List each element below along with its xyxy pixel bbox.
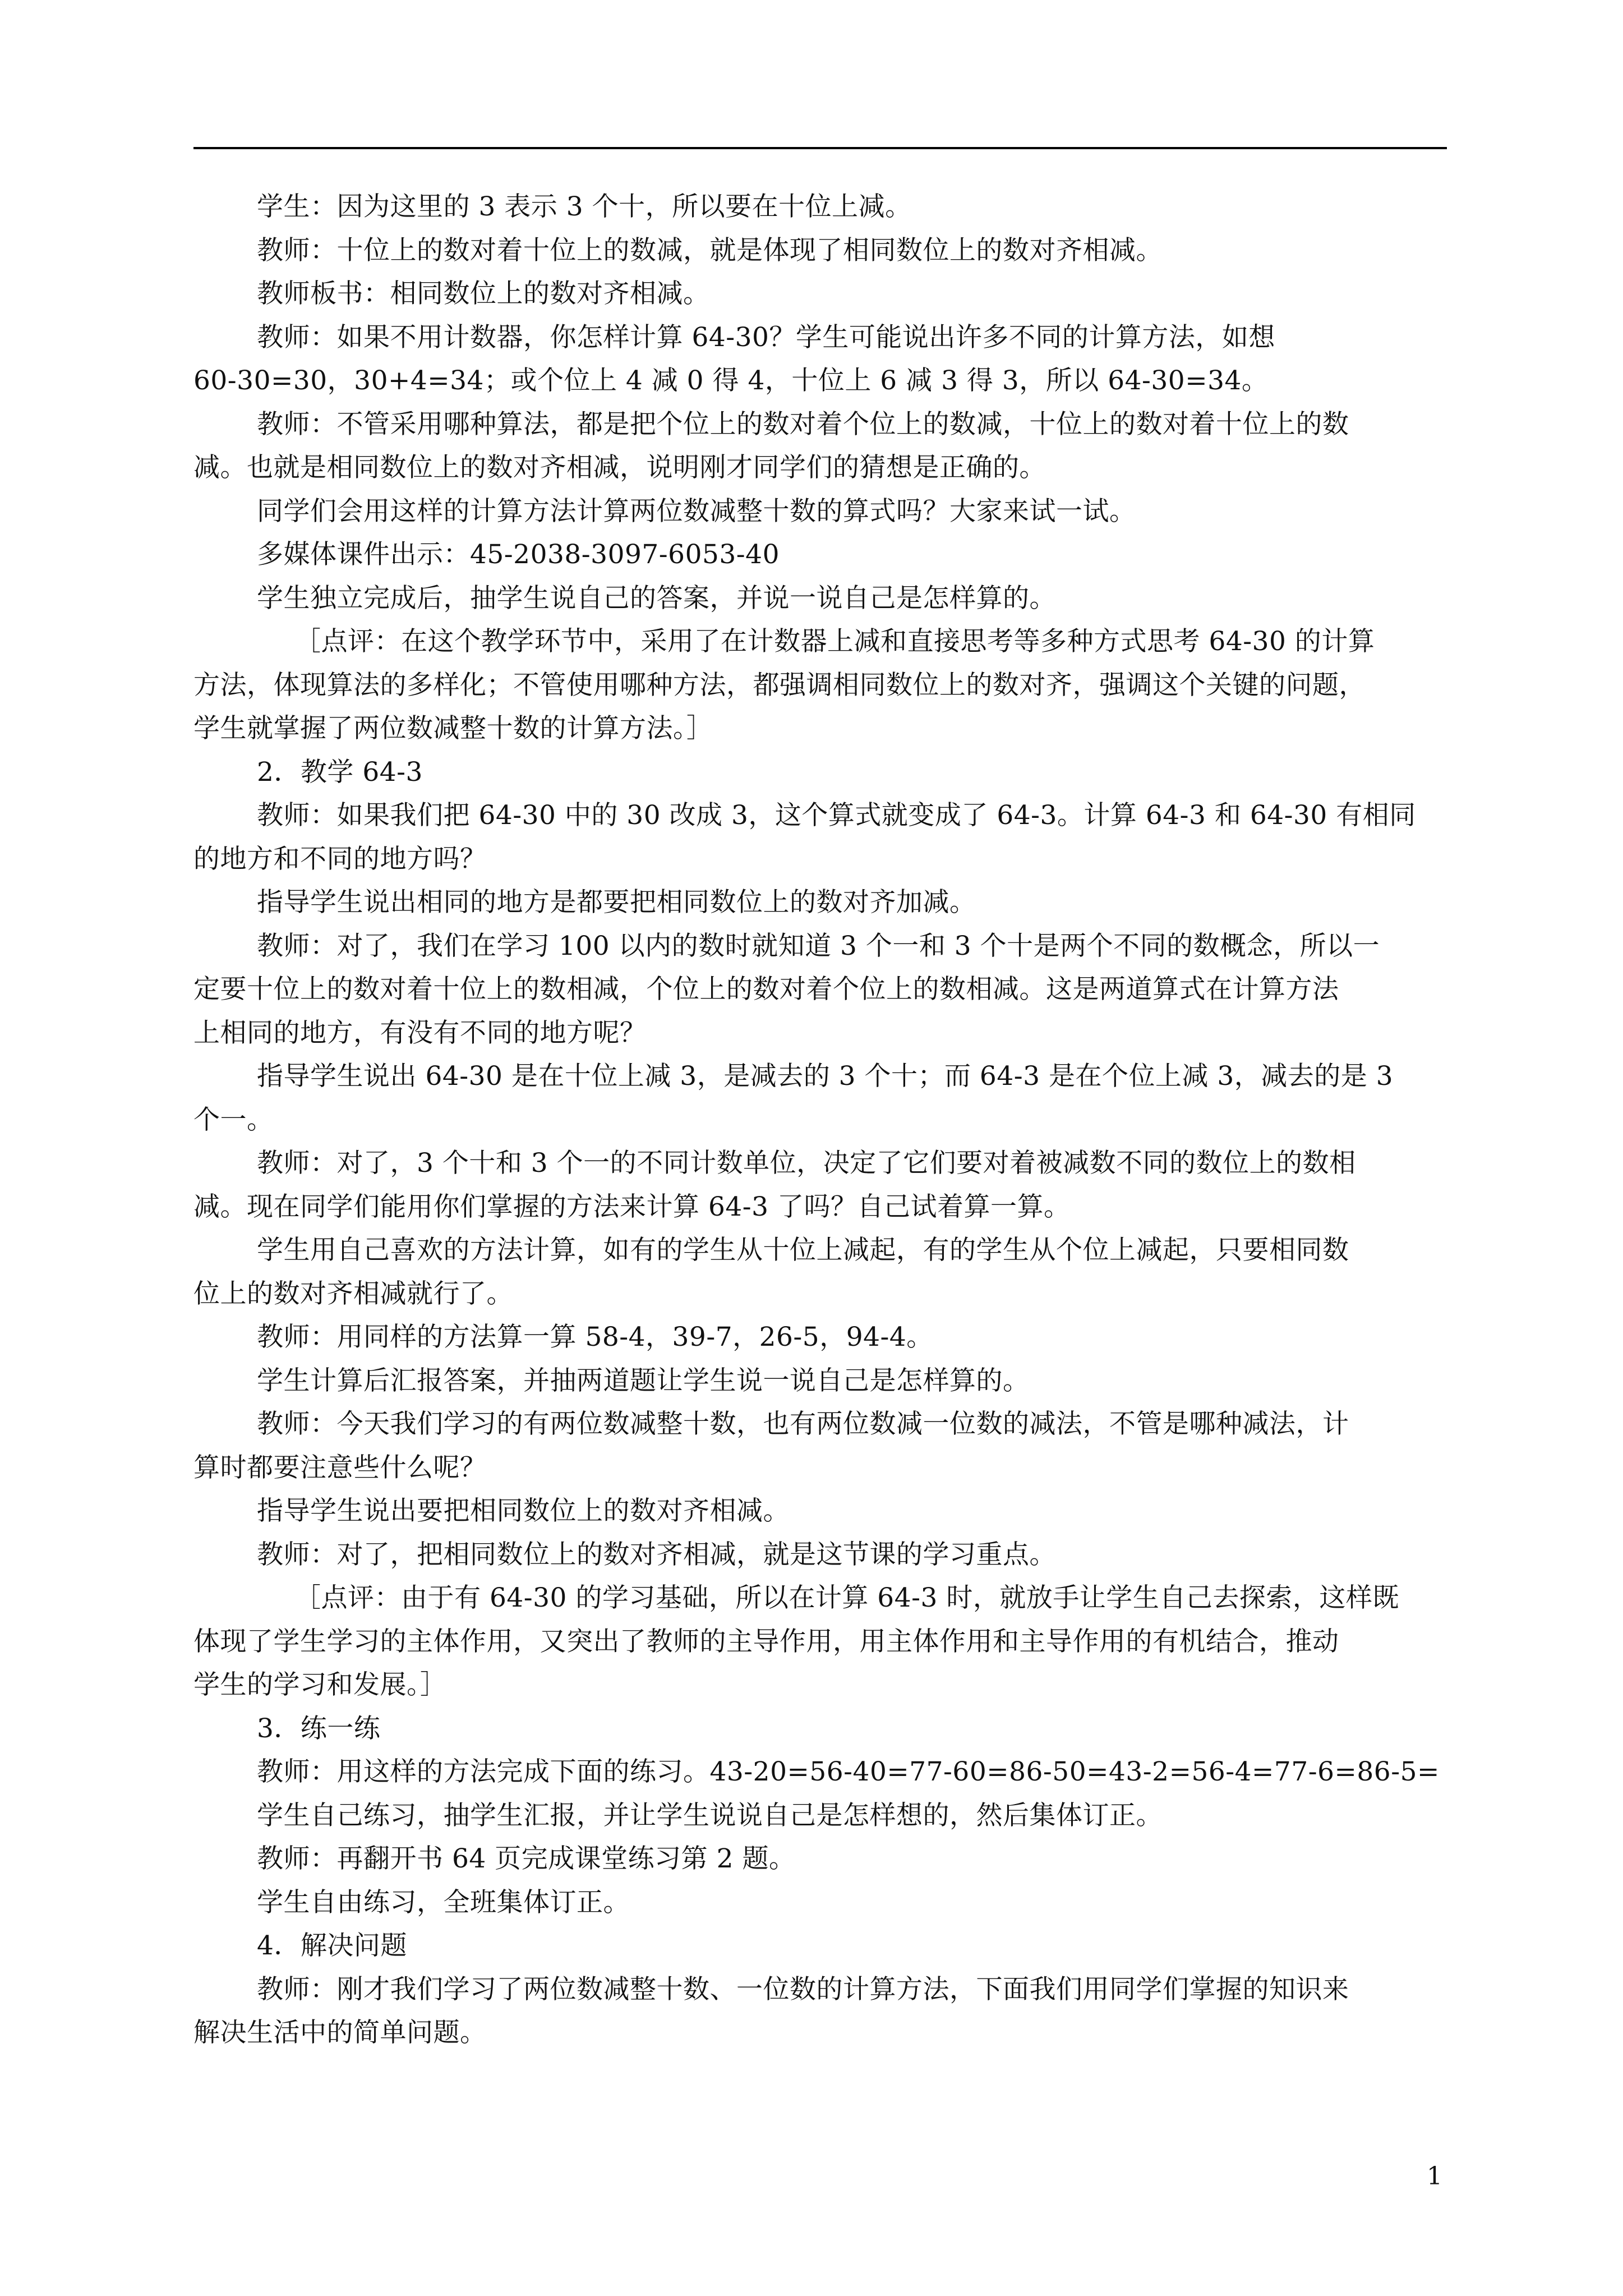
text-line: 指导学生说出要把相同数位上的数对齐相减。 (257, 1496, 790, 1526)
text-line: 解决生活中的简单问题。 (193, 2017, 487, 2048)
text-line: 学生自己练习，抽学生汇报，并让学生说说自己是怎样想的，然后集体订正。 (257, 1800, 1163, 1831)
comment-line: ［点评：由于有 64-30 的学习基础，所以在计算 64-3 时，就放手让学生自己去探索，这样既 (294, 1582, 1399, 1613)
text-line: 教师：再翻开书 64 页完成课堂练习第 2 题。 (257, 1843, 796, 1874)
text-line: 减。也就是相同数位上的数对齐相减，说明刚才同学们的猜想是正确的。 (193, 452, 1046, 483)
page-number: 1 (1427, 2162, 1442, 2191)
text-line: 教师：用同样的方法算一算 58-4，39-7，26-5，94-4。 (257, 1322, 933, 1352)
text-line: 教师：刚才我们学习了两位数减整十数、一位数的计算方法，下面我们用同学们掌握的知识来 (257, 1973, 1349, 2005)
text-line: 上相同的地方，有没有不同的地方呢？ (193, 1017, 647, 1048)
header-rule (193, 147, 1447, 149)
text-line: 教师：不管采用哪种算法，都是把个位上的数对着个位上的数减，十位上的数对着十位上的数 (257, 408, 1349, 440)
text-line: 教师板书：相同数位上的数对齐相减。 (257, 278, 710, 309)
text-line: 学生用自己喜欢的方法计算，如有的学生从十位上减起，有的学生从个位上减起，只要相同数 (257, 1235, 1349, 1266)
text-line: 减。现在同学们能用你们掌握的方法来计算 64-3 了吗？自己试着算一算。 (193, 1191, 1071, 1222)
section-heading: 2．教学 64-3 (257, 756, 423, 788)
comment-line: 体现了学生学习的主体作用，又突出了教师的主导作用，用主体作用和主导作用的有机结合，推动 (193, 1626, 1339, 1657)
text-line: 个一。 (193, 1104, 274, 1135)
text-line: 学生独立完成后，抽学生说自己的答案，并说一说自己是怎样算的。 (257, 582, 1056, 614)
text-line: 教师：对了，我们在学习 100 以内的数时就知道 3 个一和 3 个十是两个不同的数概念，所以一 (257, 930, 1380, 961)
text-line: 学生自由练习，全班集体订正。 (257, 1887, 630, 1918)
text-line: 指导学生说出相同的地方是都要把相同数位上的数对齐加减。 (257, 887, 976, 918)
comment-line: 方法，体现算法的多样化；不管使用哪种方法，都强调相同数位上的数对齐，强调这个关键的问题， (193, 669, 1366, 701)
comment-line: 学生的学习和发展。］ (193, 1669, 447, 1700)
section-heading: 4．解决问题 (257, 1930, 407, 1961)
text-line: 教师：对了，3 个十和 3 个一的不同计数单位，决定了它们要对着被减数不同的数位上的数相 (257, 1148, 1356, 1179)
text-line: 算时都要注意些什么呢？ (193, 1452, 487, 1483)
comment-line: ［点评：在这个教学环节中，采用了在计数器上减和直接思考等多种方式思考 64-30 的计算 (294, 626, 1375, 657)
document-body (193, 185, 1447, 2055)
text-line: 60-30=30，30+4=34；或个位上 4 减 0 得 4，十位上 6 减 3 得 3，所以 64-30=34。 (193, 365, 1269, 396)
text-line: 定要十位上的数对着十位上的数相减，个位上的数对着个位上的数相减。这是两道算式在计算方法 (193, 974, 1339, 1005)
text-line: 教师：如果不用计数器，你怎样计算 64-30？学生可能说出许多不同的计算方法，如想 (257, 321, 1275, 353)
text-line: 的地方和不同的地方吗？ (193, 843, 487, 875)
text-line: 教师：用这样的方法完成下面的练习。43-20=56-40=77-60=86-50=43-2=56-4=77-6=86-5= (257, 1756, 1440, 1787)
text-line: 学生：因为这里的 3 表示 3 个十，所以要在十位上减。 (257, 191, 912, 222)
text-line: 教师：对了，把相同数位上的数对齐相减，就是这节课的学习重点。 (257, 1539, 1056, 1570)
text-line: 教师：十位上的数对着十位上的数减，就是体现了相同数位上的数对齐相减。 (257, 234, 1163, 266)
text-line: 同学们会用这样的计算方法计算两位数减整十数的算式吗？大家来试一试。 (257, 495, 1136, 527)
section-heading: 3．练一练 (257, 1713, 381, 1744)
text-line: 教师：今天我们学习的有两位数减整十数，也有两位数减一位数的减法，不管是哪种减法，计 (257, 1409, 1349, 1439)
text-line: 指导学生说出 64-30 是在十位上减 3，是减去的 3 个十；而 64-3 是在个位上减 3，减去的是 3 (257, 1061, 1394, 1092)
text-line: 位上的数对齐相减就行了。 (193, 1278, 513, 1309)
text-line: 教师：如果我们把 64-30 中的 30 改成 3，这个算式就变成了 64-3。计算 64-3 和 64-30 有相同 (257, 800, 1416, 831)
text-line: 多媒体课件出示：45-2038-3097-6053-40 (257, 539, 780, 570)
comment-line: 学生就掌握了两位数减整十数的计算方法。］ (193, 713, 713, 744)
text-line: 学生计算后汇报答案，并抽两道题让学生说一说自己是怎样算的。 (257, 1365, 1030, 1396)
